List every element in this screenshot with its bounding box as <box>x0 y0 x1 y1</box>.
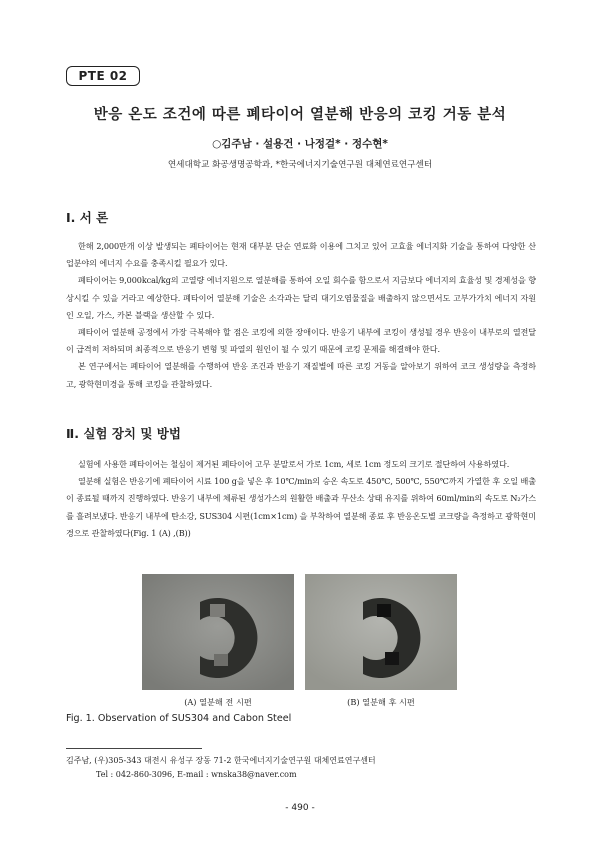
figure-caption-b: (B) 열분해 후 시편 <box>347 697 415 707</box>
affiliation: 연세대학교 화공생명공학과, *한국에너지기술연구원 대체연료연구센터 <box>167 160 433 170</box>
paragraph: 본 연구에서는 폐타이어 열분해를 수행하여 반응 조건과 반응기 재질별에 따른 코킹 거동을 알아보기 위하여 코크 생성량을 측정하고, 광학현미경을 통해 코킹을 관찰하였다. <box>66 361 536 389</box>
specimen-photo-before <box>142 574 294 690</box>
session-tag: PTE 02 <box>66 66 140 86</box>
author-list: ○김주남 · 설용건 · 나정걸* · 정수현* <box>212 138 388 150</box>
page-number: - 490 - <box>285 803 315 813</box>
section-heading-methods: Ⅱ. 실험 장치 및 방법 <box>66 426 181 441</box>
figure-title: Fig. 1. Observation of SUS304 and Cabon Steel <box>66 713 292 724</box>
footnote-address: 김주남, (우)305-343 대전시 유성구 장동 71-2 한국에너지기술연구원 대체연료연구센터 <box>66 756 376 765</box>
specimen-photo-after <box>305 574 457 690</box>
methods-body <box>66 456 536 542</box>
paragraph: 폐타이어 열분해 공정에서 가장 극복해야 할 점은 코킹에 의한 장애이다. 반응기 내부에 코킹이 생성될 경우 반응이 내부로의 열전달이 급격히 저하되며 최종적으로 반응기 변형 및 파열의 원인이 될 수 있기 때문에 코킹 문제를 해결해야 한다. <box>66 327 536 355</box>
introduction-body <box>66 238 536 393</box>
paragraph: 한해 2,000만개 이상 발생되는 폐타이어는 현재 대부분 단순 연료화 이용에 그치고 있어 고효율 에너지화 기술을 통하여 다양한 산업분야의 에너지 수요를 충족시킬 필요가 있다. <box>66 241 536 269</box>
paragraph: 열분해 실험은 반응기에 폐타이어 시료 100 g을 넣은 후 10℃/min의 승온 속도로 450℃, 500℃, 550℃까지 가열한 후 오일 배출이 종료될 때까지 진행하였다. 반응기 내부에 체류된 생성가스의 원활한 배출과 무산소 상태 유지를 위하여 60ml/min의 속도로 N₂가스를 흘려보냈다. 반응기 내부에 탄소강, SUS304 시편(1cm×1cm) 을 부착하여 열분해 종료 후 반응온도별 코크량을 측정하고 광학현미경으로 관찰하였다(Fig. 1 (A) ,(B)) <box>66 476 536 538</box>
paper-title: 반응 온도 조건에 따른 폐타이어 열분해 반응의 코킹 거동 분석 <box>93 107 507 123</box>
figure-caption-a: (A) 열분해 전 시편 <box>184 697 252 707</box>
footnote-divider <box>66 748 202 749</box>
paragraph: 폐타이어는 9,000kcal/kg의 고열량 에너지원으로 열분해를 통하여 오일 회수를 함으로서 지금보다 에너지의 효율성 및 경제성을 향상시킬 수 있을 거라고 예상한다. 폐타이어 열분해 기술은 소각과는 달리 대기오염물질을 배출하지 않으면서도 고부가가치 에너지 자원인 오일, 가스, 카본 블랙을 생산할 수 있다. <box>66 275 536 320</box>
section-heading-introduction: Ⅰ. 서 론 <box>66 210 109 225</box>
footnote-contact: Tel : 042-860-3096, E-mail : wnska38@naver.com <box>96 770 297 779</box>
paragraph: 실험에 사용한 폐타이어는 철심이 제거된 폐타이어 고무 분말로서 가로 1cm, 세로 1cm 정도의 크기로 절단하여 사용하였다. <box>78 459 510 469</box>
